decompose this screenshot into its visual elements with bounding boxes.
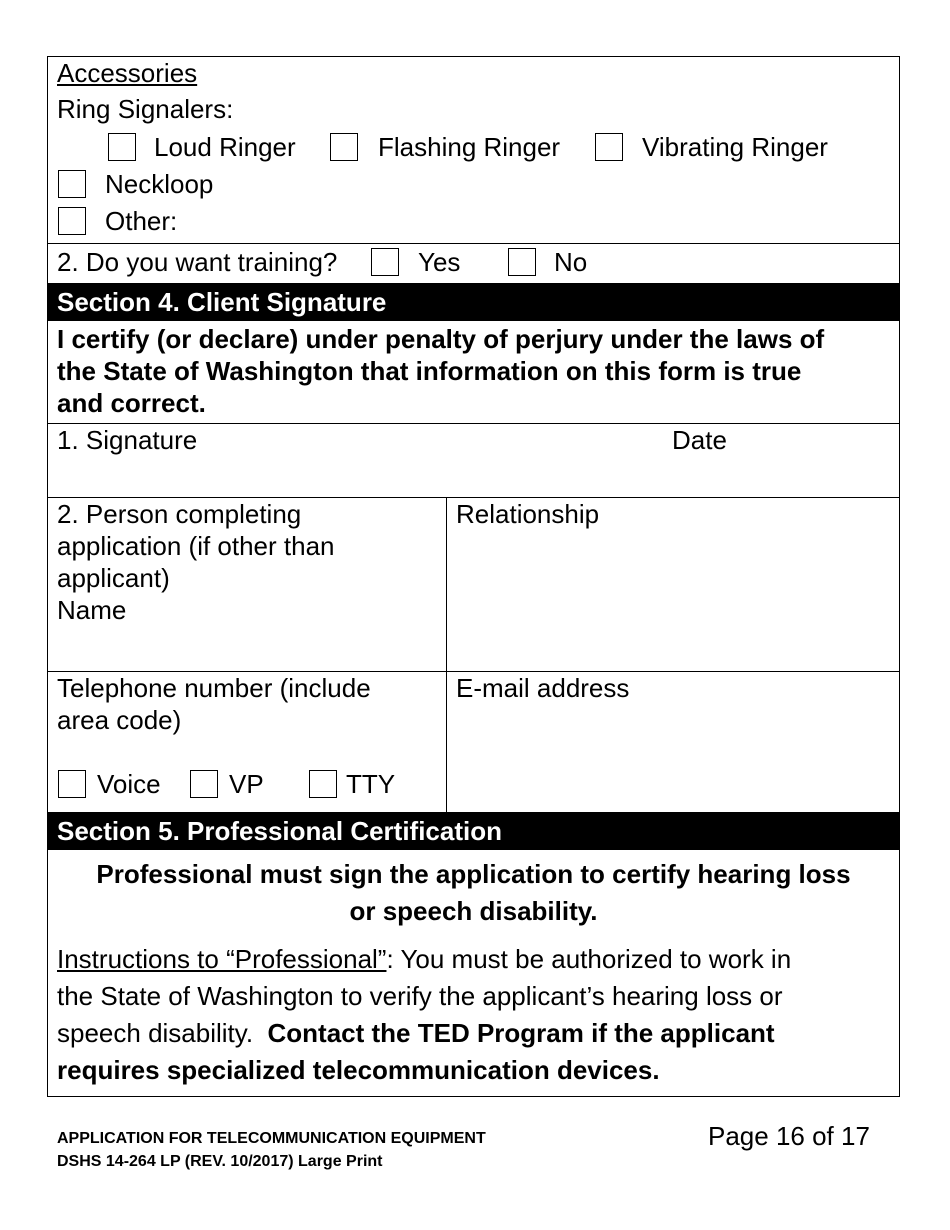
ring-signalers-label: Ring Signalers: bbox=[57, 94, 234, 124]
vibrating-ringer-checkbox[interactable] bbox=[595, 133, 623, 161]
must-sign-statement bbox=[48, 856, 899, 930]
email-label: E-mail address bbox=[456, 673, 630, 703]
instructions-heading: Instructions to “Professional” bbox=[57, 944, 387, 974]
contact-row bbox=[48, 671, 899, 811]
form-number: DSHS 14-264 LP (REV. 10/2017) Large Print bbox=[57, 1153, 383, 1170]
instructions-line-4: requires specialized telecommunication devices. bbox=[57, 1055, 660, 1085]
must-sign-line-1: Professional must sign the application to certify hearing loss bbox=[96, 859, 851, 889]
instructions-line-3-text: speech disability. bbox=[57, 1018, 268, 1048]
flashing-ringer-checkbox[interactable] bbox=[330, 133, 358, 161]
training-row bbox=[48, 243, 899, 283]
instructions-line-2: the State of Washington to verify the applicant’s hearing loss or bbox=[57, 981, 783, 1011]
vp-checkbox[interactable] bbox=[190, 770, 218, 798]
person-completing-line-2: application (if other than bbox=[57, 531, 335, 561]
telephone-label-line-2: area code) bbox=[57, 705, 182, 735]
certify-statement bbox=[48, 321, 899, 423]
voice-checkbox[interactable] bbox=[58, 770, 86, 798]
person-completing-line-1: 2. Person completing bbox=[57, 499, 302, 529]
loud-ringer-label: Loud Ringer bbox=[154, 132, 296, 162]
vibrating-ringer-label: Vibrating Ringer bbox=[642, 132, 828, 162]
vp-label: VP bbox=[229, 769, 264, 799]
section5-header: Section 5. Professional Certification bbox=[48, 812, 899, 850]
instructions-line-1 bbox=[57, 941, 791, 978]
flashing-ringer-label: Flashing Ringer bbox=[378, 132, 561, 162]
must-sign-line-2: or speech disability. bbox=[349, 896, 598, 926]
person-completing-name-label: Name bbox=[57, 595, 127, 625]
relationship-label: Relationship bbox=[456, 499, 600, 529]
training-no-label: No bbox=[554, 247, 588, 277]
person-completing-row bbox=[48, 497, 899, 671]
other-label: Other: bbox=[105, 206, 178, 236]
date-label: Date bbox=[672, 425, 727, 455]
other-checkbox[interactable] bbox=[58, 207, 86, 235]
instructions-line-3 bbox=[57, 1015, 775, 1052]
neckloop-checkbox[interactable] bbox=[58, 170, 86, 198]
loud-ringer-checkbox[interactable] bbox=[108, 133, 136, 161]
application-form bbox=[47, 56, 900, 1097]
accessories-heading: Accessories bbox=[57, 58, 198, 88]
voice-label: Voice bbox=[97, 769, 161, 799]
person-completing-line-3: applicant) bbox=[57, 563, 170, 593]
section4-header: Section 4. Client Signature bbox=[48, 283, 899, 321]
page-number: Page 16 of 17 bbox=[708, 1121, 870, 1151]
form-title: APPLICATION FOR TELECOMMUNICATION EQUIPMENT bbox=[57, 1130, 486, 1147]
instructions-line-1-text: : You must be authorized to work in bbox=[386, 944, 792, 974]
person-completing-name-cell[interactable] bbox=[48, 498, 446, 672]
certify-line-1: I certify (or declare) under penalty of perjury under the laws of bbox=[57, 324, 825, 354]
training-no-checkbox[interactable] bbox=[508, 248, 536, 276]
accessories-section bbox=[48, 57, 899, 243]
instructions-contact-text: Contact the TED Program if the applicant bbox=[267, 1018, 775, 1048]
training-yes-checkbox[interactable] bbox=[371, 248, 399, 276]
tty-checkbox[interactable] bbox=[309, 770, 337, 798]
signature-row[interactable] bbox=[48, 423, 899, 497]
tty-label: TTY bbox=[346, 769, 396, 799]
signature-label: 1. Signature bbox=[57, 425, 198, 455]
certify-line-2: the State of Washington that information on this form is true bbox=[57, 356, 802, 386]
section5-body bbox=[48, 850, 899, 1096]
telephone-label-line-1: Telephone number (include bbox=[57, 673, 371, 703]
neckloop-label: Neckloop bbox=[105, 169, 214, 199]
training-yes-label: Yes bbox=[418, 247, 461, 277]
certify-line-3: and correct. bbox=[57, 388, 206, 418]
relationship-cell[interactable] bbox=[447, 498, 899, 672]
training-question: 2. Do you want training? bbox=[57, 247, 338, 277]
telephone-cell[interactable] bbox=[48, 672, 446, 812]
email-cell[interactable] bbox=[447, 672, 899, 812]
